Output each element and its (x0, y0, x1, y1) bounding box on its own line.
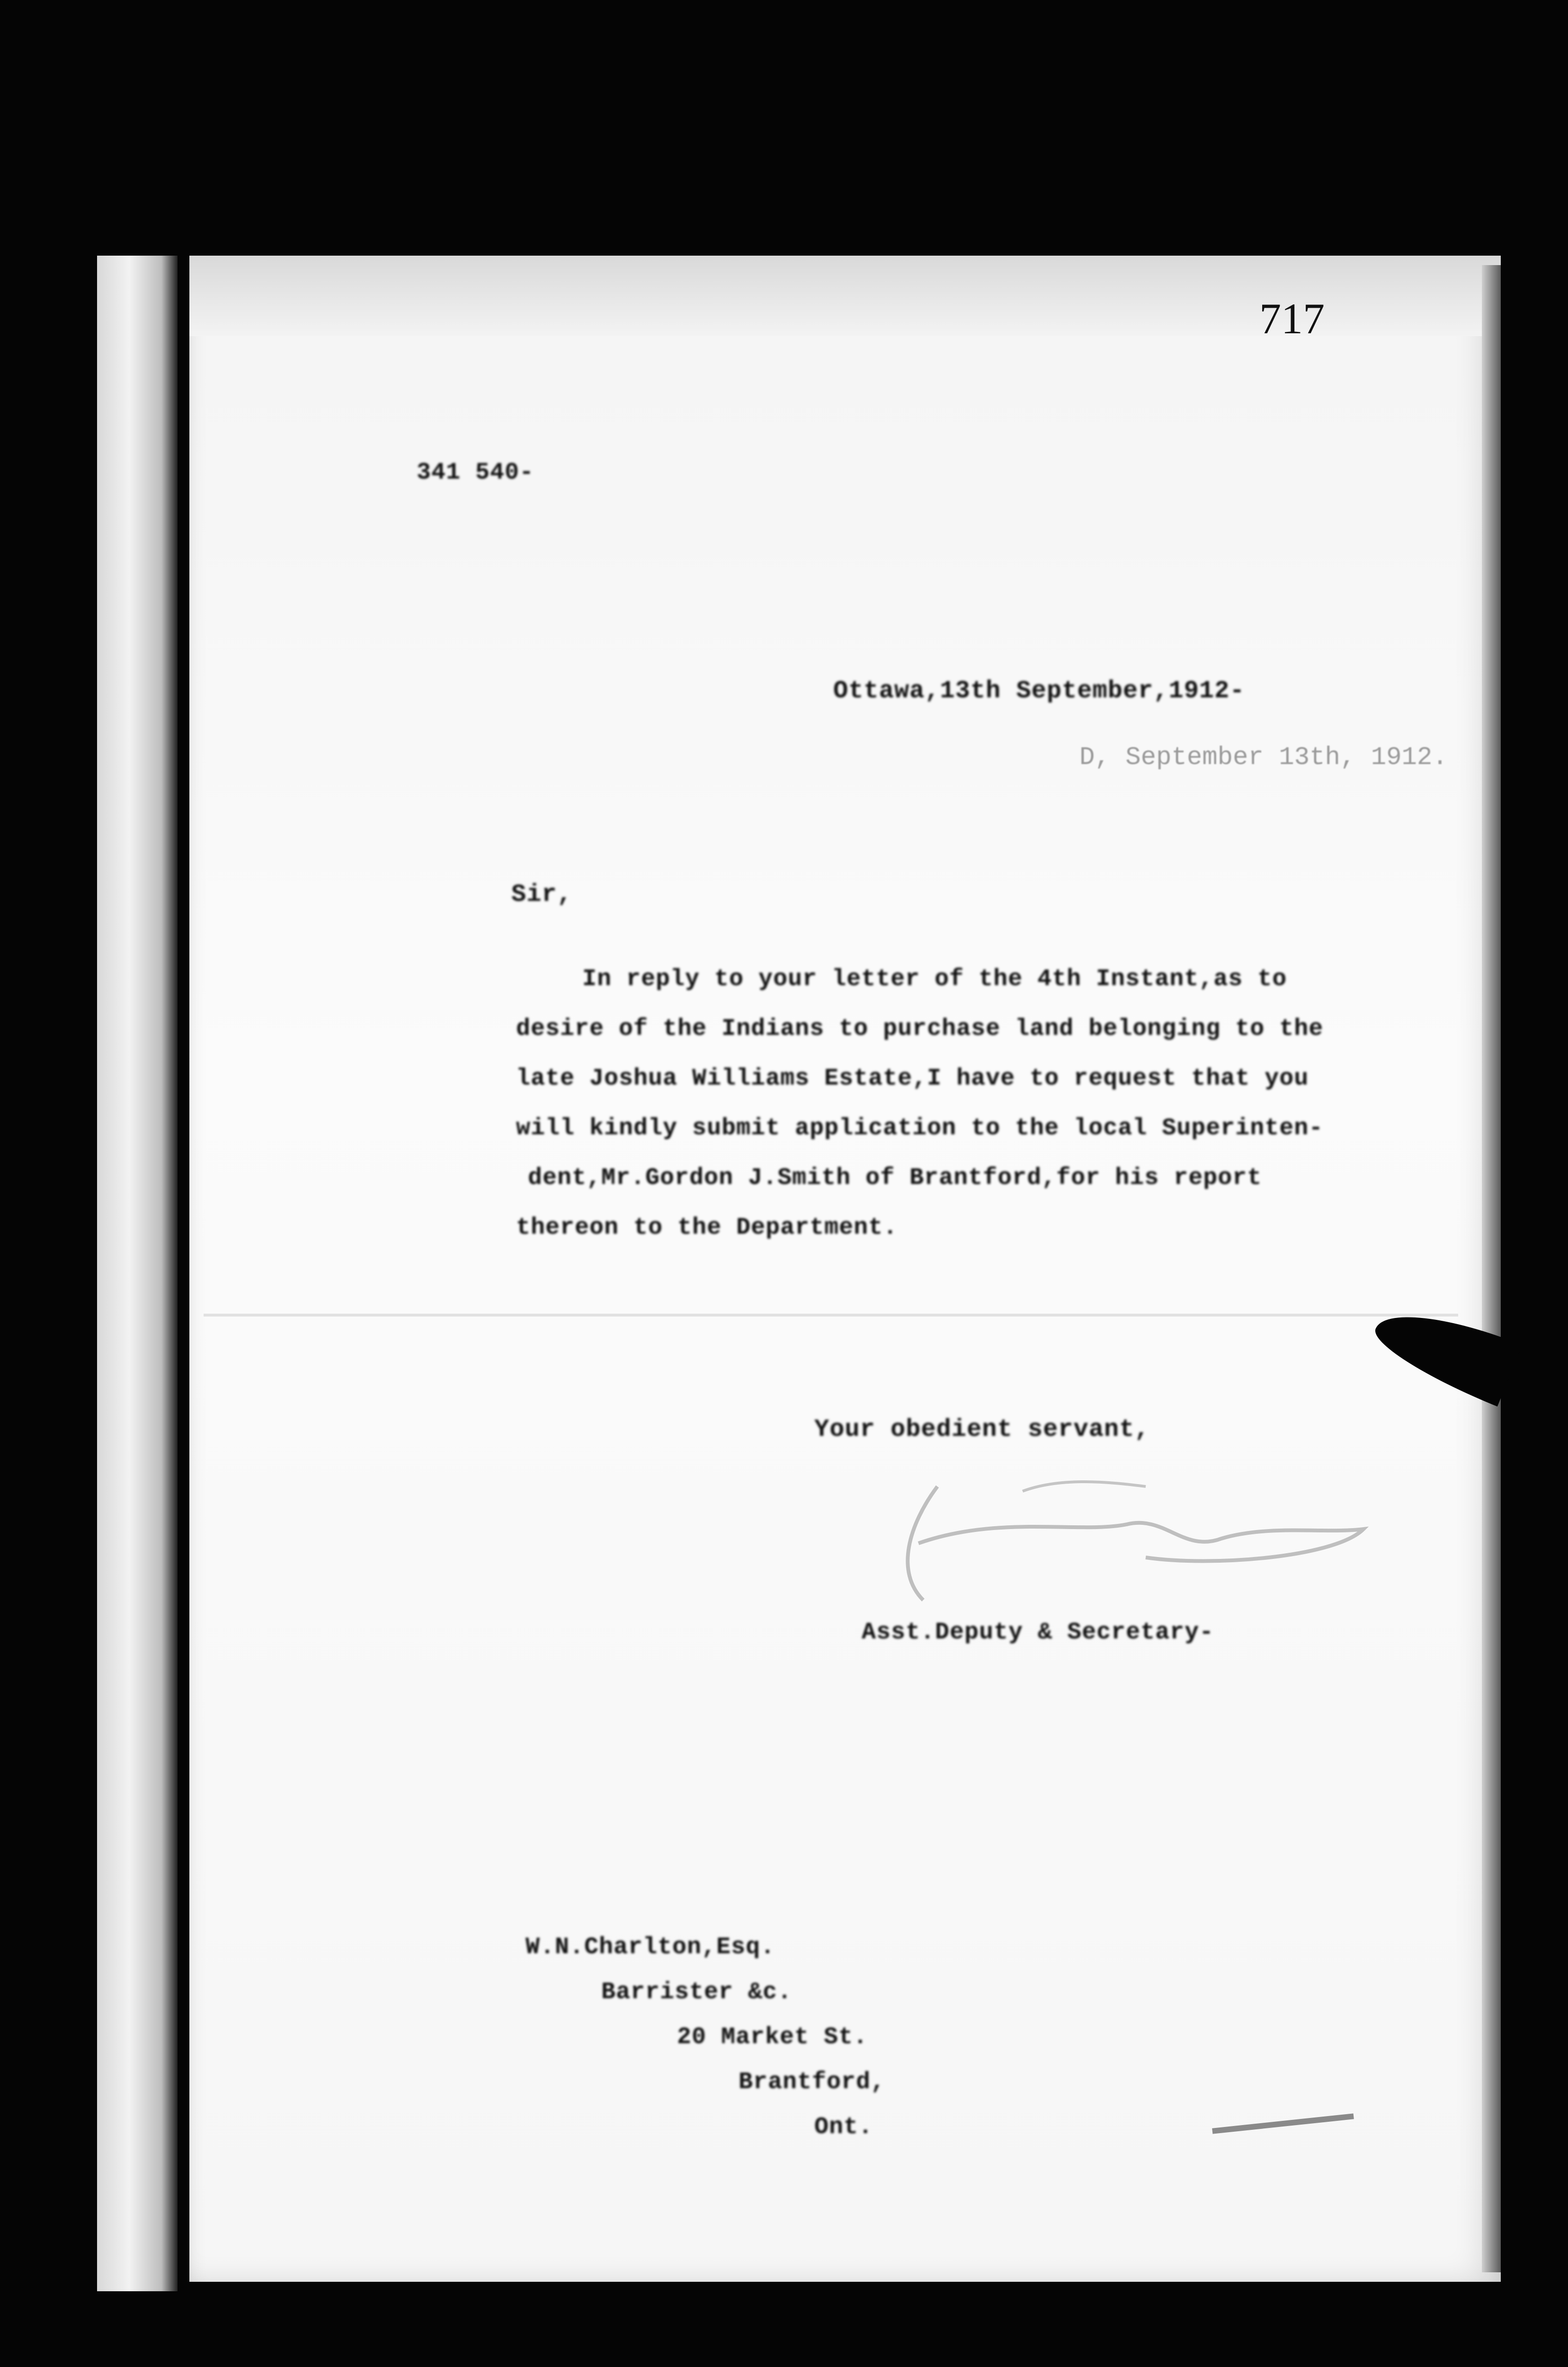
addressee-line: W.N.Charlton,Esq. (526, 1934, 775, 1961)
complimentary-close: Your obedient servant, (814, 1415, 1150, 1443)
received-stamp: D, September 13th, 1912. (1079, 743, 1448, 772)
body-line: late Joshua Williams Estate,I have to request that you (516, 1065, 1309, 1092)
body-line: dent,Mr.Gordon J.Smith of Brantford,for his report (528, 1165, 1262, 1192)
binding-edge (97, 256, 178, 2291)
page-fold-line (204, 1314, 1458, 1317)
addressee-line: Ont. (814, 2114, 873, 2141)
page-right-edge (1482, 265, 1501, 2272)
addressee-line: 20 Market St. (677, 2024, 868, 2051)
body-line: thereon to the Department. (516, 1214, 898, 1241)
addressee-line: Barrister &c. (601, 1979, 793, 2006)
file-reference: 341 540- (417, 459, 535, 486)
body-line: In reply to your letter of the 4th Instant,as to (582, 966, 1287, 993)
addressee-line: Brantford, (739, 2069, 886, 2096)
body-line: will kindly submit application to the local Superinten- (516, 1115, 1324, 1142)
body-line: desire of the Indians to purchase land belonging to the (516, 1015, 1324, 1042)
letter-date: Ottawa,13th September,1912- (833, 677, 1245, 705)
faint-signature (881, 1458, 1378, 1614)
salutation: Sir, (511, 881, 572, 908)
letter-page (189, 256, 1501, 2282)
page-number: 717 (1259, 294, 1325, 343)
signatory-title: Asst.Deputy & Secretary- (862, 1619, 1214, 1646)
